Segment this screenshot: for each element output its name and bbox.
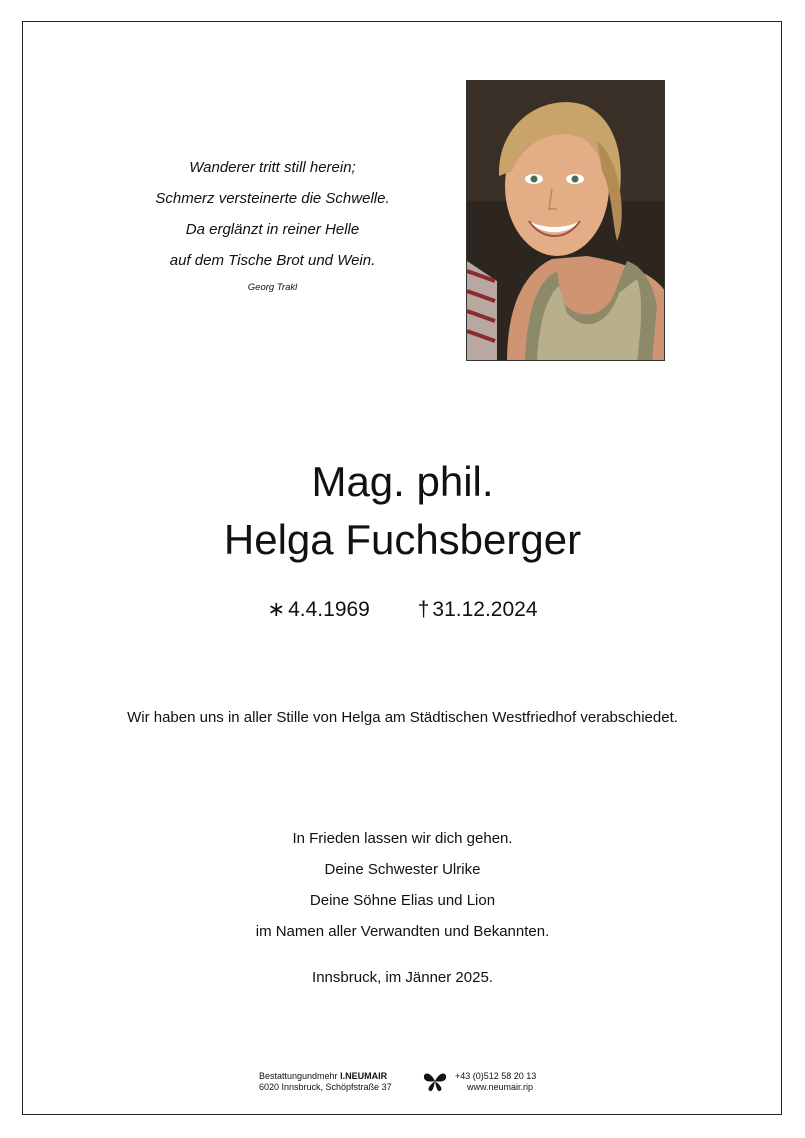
- death-date-group: [418, 598, 538, 622]
- footer-right: [455, 1071, 536, 1093]
- poem-line: Wanderer tritt still herein;: [189, 159, 356, 176]
- cross-icon: †: [417, 598, 430, 621]
- portrait-photo: [466, 80, 665, 361]
- poem-line: auf dem Tische Brot und Wein.: [169, 252, 376, 269]
- butterfly-logo-icon: [422, 1069, 448, 1093]
- poem-author: Georg Trakl: [247, 282, 298, 293]
- farewell-message: Wir haben uns in aller Stille von Helga am Städtischen Westfriedhof verabschiedet.: [127, 709, 678, 726]
- closing-line: Deine Schwester Ulrike: [324, 861, 481, 878]
- closing-line: im Namen aller Verwandten und Bekannten.: [255, 923, 550, 940]
- footer-left: [259, 1071, 392, 1093]
- brand-name: I.NEUMAIR: [340, 1071, 388, 1081]
- closing-line: In Frieden lassen wir dich gehen.: [292, 830, 513, 847]
- footer-phone: +43 (0)512 58 20 13: [455, 1071, 537, 1081]
- footer-web: www.neumair.rip: [467, 1082, 534, 1092]
- death-date: 31.12.2024: [432, 598, 538, 621]
- brand-prefix: Bestattungundmehr: [259, 1071, 338, 1081]
- footer-brand: [259, 1071, 392, 1082]
- closing-line: Deine Söhne Elias und Lion: [309, 892, 496, 909]
- deceased-name-block: [0, 453, 805, 569]
- footer-address: 6020 Innsbruck, Schöpfstraße 37: [259, 1082, 392, 1092]
- closing-lines: [0, 823, 805, 947]
- poem-line: Schmerz versteinerte die Schwelle.: [155, 190, 390, 207]
- place-date: Innsbruck, im Jänner 2025.: [312, 969, 493, 986]
- birth-star-icon: ∗: [267, 598, 286, 621]
- funeral-home-footer: [259, 1070, 559, 1096]
- birth-date: 4.4.1969: [288, 598, 370, 621]
- life-dates: [0, 597, 805, 622]
- deceased-name: Helga Fuchsberger: [223, 516, 582, 563]
- poem: [140, 152, 405, 294]
- academic-title: Mag. phil.: [311, 458, 494, 505]
- poem-line: Da erglänzt in reiner Helle: [185, 221, 360, 238]
- portrait-image: [467, 81, 665, 361]
- birth-date-group: [268, 597, 370, 622]
